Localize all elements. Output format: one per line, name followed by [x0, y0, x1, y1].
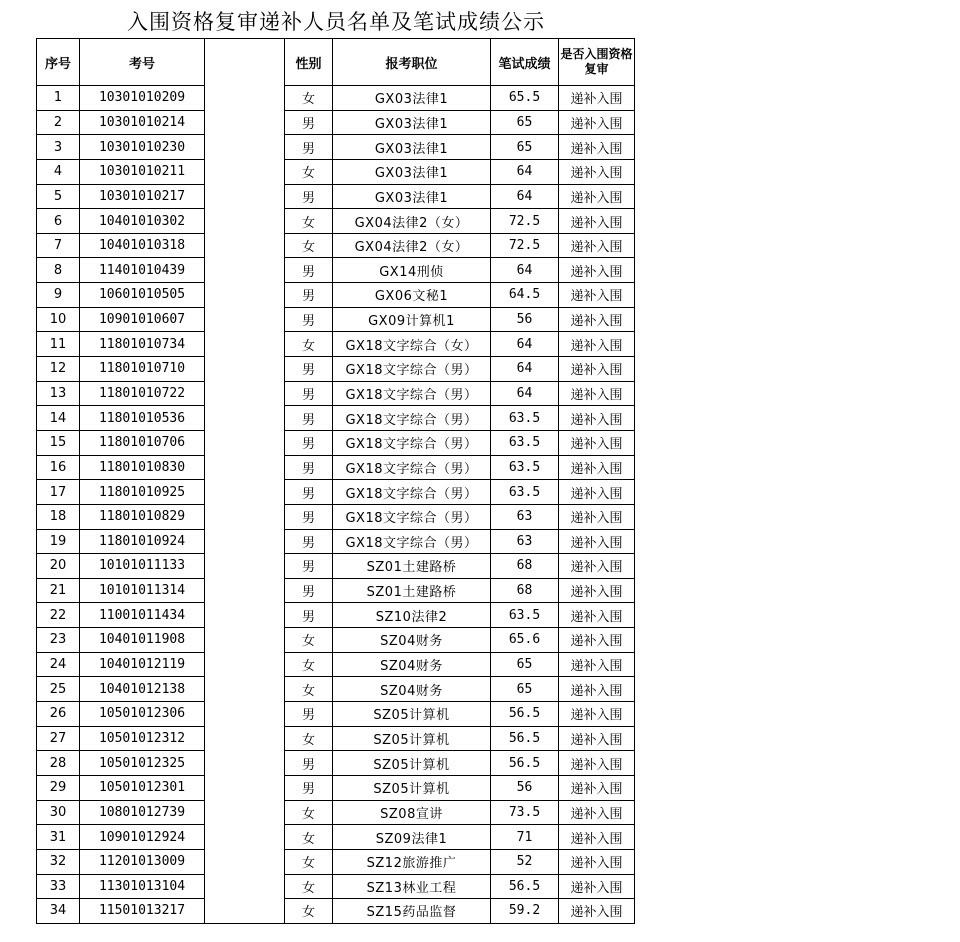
cell-gender: 男 [285, 307, 333, 332]
results-table [36, 38, 635, 924]
cell-status: 递补入围 [559, 603, 635, 628]
table-row [37, 86, 635, 111]
cell-gender: 男 [285, 529, 333, 554]
cell-gender: 女 [285, 86, 333, 111]
table-row [37, 307, 635, 332]
cell-position: GX18文字综合（男） [333, 529, 491, 554]
cell-score: 63.5 [491, 603, 559, 628]
cell-exam-no: 10601010505 [80, 283, 205, 308]
cell-exam-no: 10401010302 [80, 209, 205, 234]
cell-position: SZ10法律2 [333, 603, 491, 628]
cell-blank [205, 652, 285, 677]
table-row [37, 258, 635, 283]
cell-gender: 女 [285, 800, 333, 825]
cell-position: GX18文字综合（男） [333, 455, 491, 480]
cell-seq: 14 [37, 406, 80, 431]
cell-status: 递补入围 [559, 800, 635, 825]
cell-position: GX03法律1 [333, 159, 491, 184]
cell-seq: 19 [37, 529, 80, 554]
cell-gender: 男 [285, 381, 333, 406]
cell-seq: 24 [37, 652, 80, 677]
cell-exam-no: 10301010214 [80, 110, 205, 135]
cell-exam-no: 11801010830 [80, 455, 205, 480]
cell-blank [205, 381, 285, 406]
cell-blank [205, 233, 285, 258]
cell-score: 64 [491, 258, 559, 283]
cell-blank [205, 159, 285, 184]
table-row [37, 702, 635, 727]
cell-score: 65.5 [491, 86, 559, 111]
cell-seq: 28 [37, 751, 80, 776]
cell-seq: 4 [37, 159, 80, 184]
cell-score: 52 [491, 849, 559, 874]
header-status: 是否入围资格复审 [559, 39, 635, 86]
table-row [37, 652, 635, 677]
cell-score: 56.5 [491, 726, 559, 751]
cell-status: 递补入围 [559, 504, 635, 529]
table-row [37, 899, 635, 924]
cell-exam-no: 11801010722 [80, 381, 205, 406]
cell-gender: 女 [285, 159, 333, 184]
cell-position: GX14刑侦 [333, 258, 491, 283]
cell-blank [205, 726, 285, 751]
cell-seq: 18 [37, 504, 80, 529]
cell-score: 63 [491, 504, 559, 529]
cell-status: 递补入围 [559, 357, 635, 382]
table-row [37, 874, 635, 899]
cell-gender: 男 [285, 455, 333, 480]
table-row [37, 504, 635, 529]
table-row [37, 480, 635, 505]
table-row [37, 677, 635, 702]
cell-status: 递补入围 [559, 702, 635, 727]
table-row [37, 159, 635, 184]
cell-exam-no: 11301013104 [80, 874, 205, 899]
cell-exam-no: 11001011434 [80, 603, 205, 628]
cell-exam-no: 10301010211 [80, 159, 205, 184]
table-row [37, 135, 635, 160]
table-row [37, 381, 635, 406]
cell-blank [205, 504, 285, 529]
cell-seq: 3 [37, 135, 80, 160]
cell-status: 递补入围 [559, 899, 635, 924]
cell-blank [205, 677, 285, 702]
cell-blank [205, 455, 285, 480]
cell-blank [205, 775, 285, 800]
cell-seq: 9 [37, 283, 80, 308]
cell-position: GX18文字综合（男） [333, 381, 491, 406]
table-row [37, 406, 635, 431]
cell-seq: 23 [37, 628, 80, 653]
cell-blank [205, 825, 285, 850]
cell-status: 递补入围 [559, 86, 635, 111]
cell-position: GX03法律1 [333, 110, 491, 135]
cell-position: GX04法律2（女） [333, 209, 491, 234]
cell-position: GX03法律1 [333, 184, 491, 209]
cell-position: SZ05计算机 [333, 775, 491, 800]
cell-status: 递补入围 [559, 283, 635, 308]
cell-blank [205, 874, 285, 899]
cell-gender: 女 [285, 726, 333, 751]
cell-score: 64 [491, 381, 559, 406]
table-row [37, 455, 635, 480]
cell-score: 56.5 [491, 874, 559, 899]
cell-status: 递补入围 [559, 578, 635, 603]
cell-gender: 男 [285, 110, 333, 135]
cell-gender: 男 [285, 480, 333, 505]
cell-status: 递补入围 [559, 726, 635, 751]
cell-seq: 30 [37, 800, 80, 825]
table-body [37, 86, 635, 924]
cell-score: 65.6 [491, 628, 559, 653]
cell-position: GX06文秘1 [333, 283, 491, 308]
cell-position: GX09计算机1 [333, 307, 491, 332]
cell-exam-no: 10801012739 [80, 800, 205, 825]
table-row [37, 357, 635, 382]
cell-status: 递补入围 [559, 874, 635, 899]
cell-exam-no: 10301010209 [80, 86, 205, 111]
cell-score: 56 [491, 307, 559, 332]
cell-status: 递补入围 [559, 209, 635, 234]
cell-blank [205, 406, 285, 431]
cell-gender: 男 [285, 430, 333, 455]
cell-position: SZ05计算机 [333, 751, 491, 776]
cell-score: 59.2 [491, 899, 559, 924]
cell-blank [205, 283, 285, 308]
cell-blank [205, 578, 285, 603]
cell-exam-no: 10501012325 [80, 751, 205, 776]
cell-status: 递补入围 [559, 332, 635, 357]
cell-status: 递补入围 [559, 529, 635, 554]
cell-status: 递补入围 [559, 480, 635, 505]
cell-exam-no: 10501012306 [80, 702, 205, 727]
table-row [37, 233, 635, 258]
cell-seq: 21 [37, 578, 80, 603]
cell-exam-no: 11801010706 [80, 430, 205, 455]
cell-status: 递补入围 [559, 775, 635, 800]
cell-status: 递补入围 [559, 628, 635, 653]
table-row [37, 283, 635, 308]
cell-score: 64 [491, 332, 559, 357]
cell-score: 63.5 [491, 480, 559, 505]
cell-blank [205, 209, 285, 234]
cell-position: SZ12旅游推广 [333, 849, 491, 874]
cell-gender: 女 [285, 233, 333, 258]
cell-gender: 男 [285, 504, 333, 529]
cell-gender: 男 [285, 603, 333, 628]
cell-gender: 男 [285, 258, 333, 283]
cell-status: 递补入围 [559, 751, 635, 776]
cell-score: 65 [491, 135, 559, 160]
cell-position: GX18文字综合（男） [333, 480, 491, 505]
cell-seq: 5 [37, 184, 80, 209]
cell-gender: 女 [285, 209, 333, 234]
cell-blank [205, 849, 285, 874]
cell-position: SZ04财务 [333, 628, 491, 653]
cell-gender: 女 [285, 677, 333, 702]
cell-score: 63 [491, 529, 559, 554]
cell-exam-no: 10101011133 [80, 554, 205, 579]
cell-seq: 33 [37, 874, 80, 899]
cell-seq: 17 [37, 480, 80, 505]
cell-score: 72.5 [491, 233, 559, 258]
cell-status: 递补入围 [559, 652, 635, 677]
cell-blank [205, 86, 285, 111]
cell-exam-no: 10401012138 [80, 677, 205, 702]
cell-score: 65 [491, 652, 559, 677]
cell-gender: 男 [285, 578, 333, 603]
table-row [37, 209, 635, 234]
cell-blank [205, 529, 285, 554]
cell-status: 递补入围 [559, 554, 635, 579]
cell-blank [205, 554, 285, 579]
cell-position: GX18文字综合（男） [333, 504, 491, 529]
cell-score: 72.5 [491, 209, 559, 234]
cell-status: 递补入围 [559, 406, 635, 431]
cell-exam-no: 11401010439 [80, 258, 205, 283]
cell-score: 63.5 [491, 455, 559, 480]
cell-seq: 12 [37, 357, 80, 382]
cell-position: SZ04财务 [333, 652, 491, 677]
table-row [37, 110, 635, 135]
cell-exam-no: 11801010925 [80, 480, 205, 505]
cell-score: 56 [491, 775, 559, 800]
cell-score: 65 [491, 110, 559, 135]
table-row [37, 430, 635, 455]
header-score: 笔试成绩 [491, 39, 559, 86]
cell-gender: 女 [285, 899, 333, 924]
cell-position: GX18文字综合（男） [333, 406, 491, 431]
cell-status: 递补入围 [559, 159, 635, 184]
table-row [37, 849, 635, 874]
cell-position: SZ04财务 [333, 677, 491, 702]
cell-seq: 16 [37, 455, 80, 480]
cell-gender: 女 [285, 874, 333, 899]
cell-position: SZ15药品监督 [333, 899, 491, 924]
cell-position: SZ09法律1 [333, 825, 491, 850]
cell-blank [205, 135, 285, 160]
cell-position: GX04法律2（女） [333, 233, 491, 258]
cell-gender: 男 [285, 406, 333, 431]
table-header-row [37, 39, 635, 86]
table-row [37, 628, 635, 653]
cell-seq: 6 [37, 209, 80, 234]
cell-blank [205, 258, 285, 283]
cell-status: 递补入围 [559, 849, 635, 874]
cell-blank [205, 307, 285, 332]
cell-seq: 27 [37, 726, 80, 751]
cell-score: 64 [491, 357, 559, 382]
cell-score: 64.5 [491, 283, 559, 308]
cell-seq: 1 [37, 86, 80, 111]
cell-blank [205, 332, 285, 357]
cell-status: 递补入围 [559, 135, 635, 160]
cell-exam-no: 10401010318 [80, 233, 205, 258]
cell-seq: 13 [37, 381, 80, 406]
cell-blank [205, 603, 285, 628]
table-row [37, 751, 635, 776]
cell-position: SZ08宣讲 [333, 800, 491, 825]
table-row [37, 726, 635, 751]
header-gender: 性别 [285, 39, 333, 86]
table-row [37, 529, 635, 554]
cell-score: 56.5 [491, 702, 559, 727]
cell-gender: 女 [285, 332, 333, 357]
cell-gender: 女 [285, 652, 333, 677]
cell-gender: 女 [285, 825, 333, 850]
cell-exam-no: 10301010230 [80, 135, 205, 160]
cell-score: 64 [491, 159, 559, 184]
cell-position: SZ01土建路桥 [333, 578, 491, 603]
cell-status: 递补入围 [559, 825, 635, 850]
cell-seq: 34 [37, 899, 80, 924]
header-exam-no: 考号 [80, 39, 205, 86]
cell-seq: 29 [37, 775, 80, 800]
cell-score: 64 [491, 184, 559, 209]
header-seq: 序号 [37, 39, 80, 86]
table-row [37, 554, 635, 579]
cell-exam-no: 10501012301 [80, 775, 205, 800]
cell-seq: 26 [37, 702, 80, 727]
cell-seq: 10 [37, 307, 80, 332]
cell-score: 63.5 [491, 430, 559, 455]
cell-exam-no: 11201013009 [80, 849, 205, 874]
cell-seq: 20 [37, 554, 80, 579]
cell-position: GX18文字综合（男） [333, 430, 491, 455]
cell-position: GX18文字综合（女） [333, 332, 491, 357]
cell-blank [205, 480, 285, 505]
cell-score: 68 [491, 578, 559, 603]
cell-position: SZ05计算机 [333, 702, 491, 727]
cell-score: 73.5 [491, 800, 559, 825]
header-blank [205, 39, 285, 86]
cell-status: 递补入围 [559, 677, 635, 702]
cell-position: SZ01土建路桥 [333, 554, 491, 579]
cell-exam-no: 11801010536 [80, 406, 205, 431]
cell-score: 56.5 [491, 751, 559, 776]
cell-seq: 32 [37, 849, 80, 874]
cell-exam-no: 11801010734 [80, 332, 205, 357]
cell-gender: 男 [285, 135, 333, 160]
cell-status: 递补入围 [559, 307, 635, 332]
cell-seq: 25 [37, 677, 80, 702]
cell-gender: 男 [285, 554, 333, 579]
table-row [37, 332, 635, 357]
cell-status: 递补入围 [559, 430, 635, 455]
cell-position: SZ13林业工程 [333, 874, 491, 899]
table-row [37, 800, 635, 825]
cell-exam-no: 10401012119 [80, 652, 205, 677]
table-row [37, 603, 635, 628]
header-position: 报考职位 [333, 39, 491, 86]
cell-blank [205, 702, 285, 727]
cell-position: GX03法律1 [333, 86, 491, 111]
cell-blank [205, 430, 285, 455]
cell-status: 递补入围 [559, 233, 635, 258]
cell-position: GX03法律1 [333, 135, 491, 160]
cell-exam-no: 11801010829 [80, 504, 205, 529]
cell-score: 63.5 [491, 406, 559, 431]
table-row [37, 825, 635, 850]
page-title: 入围资格复审递补人员名单及笔试成绩公示 [127, 10, 545, 34]
cell-exam-no: 10901010607 [80, 307, 205, 332]
cell-blank [205, 110, 285, 135]
cell-exam-no: 10901012924 [80, 825, 205, 850]
table-row [37, 184, 635, 209]
cell-seq: 31 [37, 825, 80, 850]
cell-exam-no: 10501012312 [80, 726, 205, 751]
cell-exam-no: 11801010924 [80, 529, 205, 554]
cell-exam-no: 11801010710 [80, 357, 205, 382]
cell-gender: 男 [285, 775, 333, 800]
cell-seq: 22 [37, 603, 80, 628]
cell-blank [205, 357, 285, 382]
cell-exam-no: 10101011314 [80, 578, 205, 603]
cell-score: 68 [491, 554, 559, 579]
cell-seq: 7 [37, 233, 80, 258]
cell-exam-no: 11501013217 [80, 899, 205, 924]
cell-gender: 女 [285, 849, 333, 874]
cell-gender: 男 [285, 751, 333, 776]
cell-gender: 男 [285, 702, 333, 727]
cell-status: 递补入围 [559, 381, 635, 406]
cell-status: 递补入围 [559, 110, 635, 135]
cell-status: 递补入围 [559, 258, 635, 283]
cell-gender: 男 [285, 184, 333, 209]
cell-position: SZ05计算机 [333, 726, 491, 751]
cell-seq: 8 [37, 258, 80, 283]
cell-blank [205, 800, 285, 825]
cell-blank [205, 899, 285, 924]
table-row [37, 578, 635, 603]
cell-seq: 15 [37, 430, 80, 455]
cell-gender: 男 [285, 283, 333, 308]
cell-blank [205, 184, 285, 209]
cell-gender: 男 [285, 357, 333, 382]
cell-score: 71 [491, 825, 559, 850]
cell-blank [205, 751, 285, 776]
cell-status: 递补入围 [559, 184, 635, 209]
cell-status: 递补入围 [559, 455, 635, 480]
cell-position: GX18文字综合（男） [333, 357, 491, 382]
cell-exam-no: 10301010217 [80, 184, 205, 209]
cell-seq: 11 [37, 332, 80, 357]
cell-seq: 2 [37, 110, 80, 135]
cell-exam-no: 10401011908 [80, 628, 205, 653]
cell-gender: 女 [285, 628, 333, 653]
cell-score: 65 [491, 677, 559, 702]
cell-blank [205, 628, 285, 653]
table-row [37, 775, 635, 800]
